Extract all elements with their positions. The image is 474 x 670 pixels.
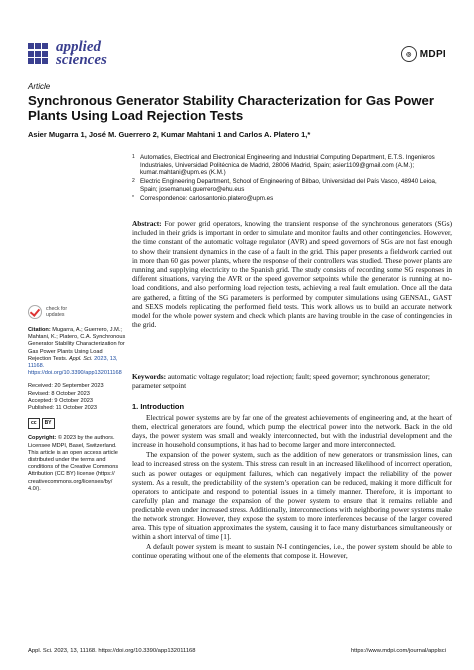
check-updates-line2: updates xyxy=(46,312,65,318)
paper-title: Synchronous Generator Stability Characterization for Gas Power Plants Using Load Rejection Tests xyxy=(28,93,434,123)
publisher-name: MDPI xyxy=(419,48,446,60)
section-heading: 1. Introduction xyxy=(132,402,185,411)
check-for-updates-button[interactable] xyxy=(28,305,126,319)
footer-journal-link[interactable]: https://www.mdpi.com/journal/applsci xyxy=(350,648,446,654)
affiliation-text: Electric Engineering Department, School of Engineering of Bilbao, Universidad del País Vasco, 48940 Leioa, Spain; josemanuel.guerrero@ehu.eus xyxy=(140,178,437,193)
copyright-label: Copyright: xyxy=(28,435,57,442)
affiliation-number: 1 xyxy=(132,154,135,160)
keywords-text: automatic voltage regulator; load rejection; fault; speed governor; synchronous generator; parameter setpoint xyxy=(132,372,430,391)
cc-license-badge[interactable] xyxy=(28,418,126,429)
copyright-block xyxy=(28,435,126,493)
journal-logo-icon xyxy=(28,43,50,65)
article-sidebar xyxy=(28,305,126,499)
paragraph: The expansion of the power system, such as the addition of new generators or transmission lines, can lead to increased stress on the system. This stress can result in an increased likelihood of incorrect operation, such as power outages or equipment failures, which can negatively impact the reliability of the power system. As a result, the predictability of the system’s operation can be reduced, making it more difficult for operators to anticipate and respond to potential issues in a timely manner. Therefore, it is important to carefully plan and manage the expansion of the power system to ensure that it remains reliable and predictable even under increased stress. Additionally, interconnections with neighboring power systems make the network stronger. However, they expose the system to more interferences because of the larger covered area. This type of situation approximates the system, causing it to face many disturbances simultaneously or within a short interval of time [1]. xyxy=(132,450,452,542)
journal-name-line1: applied xyxy=(56,39,101,55)
publisher-logo[interactable] xyxy=(401,46,446,62)
keywords xyxy=(132,372,452,390)
article-type: Article xyxy=(28,82,51,91)
page-footer xyxy=(28,648,446,654)
introduction-body xyxy=(132,413,452,562)
citation-label: Citation: xyxy=(28,327,51,333)
citation-journal: Appl. Sci. xyxy=(68,355,93,362)
keywords-label: Keywords: xyxy=(132,372,167,381)
citation-block xyxy=(28,327,126,377)
mdpi-circle-icon: ◎ xyxy=(401,46,417,62)
paragraph: Electrical power systems are by far one of the greatest achievements of engineering and, at the heart of them, electrical generators are found, which pump the electrical power into the network. Back in the old days, the power system was small and weakly interconnected, but with the industrial development and the increase in household consumptions, it has had to become larger and more interconnected. xyxy=(132,413,452,450)
copyright-text: © 2023 by the authors. Licensee MDPI, Basel, Switzerland. This article is an open access article distributed under the terms and conditions of the Creative Commons Attribution (CC BY) license (https:// creativecommons.org/licenses/by/ 4.0/). xyxy=(28,435,119,492)
abstract-text: For power grid operators, knowing the transient response of the synchronous generators (SGs) included in their grids is important in order to simulate and monitor faults and other contingencies. However, the time constant of the automatic voltage regulator (AVR) and speed governors of SGs are not fast enough to show their transient dynamics in the case of a fault in the grid. This paper presents a fieldwork carried out in more than 60 gas power plants, where the response of their controllers was studied. These power plants are running and supplying electricity to the Spanish grid. The study consists of recording some SG responses in different situations, varying the AVR or the speed governor setpoints while the generator is running at no-load conditions, and also performing load rejection tests, achieving a real fault emulation. Once all the data are gathered, a fitting of the SG parameters is performed by computer simulations using GENSAL, GAST and SEXS models replicating the performed field tests. This work allows us to build an accurate network model for the whole power system and check which plants are having trouble in the case of contingencies in the grid. xyxy=(132,219,452,330)
paragraph: A default power system is meant to sustain N-I contingencies, i.e., the power system should be able to continue operating without one of the elements that compose it. However, xyxy=(132,542,452,561)
check-updates-line1: check for xyxy=(46,306,68,312)
affiliation-number: 2 xyxy=(132,178,135,185)
abstract-label: Abstract: xyxy=(132,219,162,228)
correspondence xyxy=(132,195,454,203)
revised-date: Revised: 8 October 2023 xyxy=(28,390,90,397)
published-date: Published: 11 October 2023 xyxy=(28,405,97,412)
dates-block xyxy=(28,383,126,412)
by-icon: BY xyxy=(42,418,55,429)
accepted-date: Accepted: 9 October 2023 xyxy=(28,397,93,404)
affiliation-2 xyxy=(132,178,454,193)
journal-name-line2: sciences xyxy=(56,52,107,68)
journal-logo[interactable] xyxy=(28,38,138,70)
citation-text: Mugarra, A.; Guerrero, J.M.; Mahtani, K.; Platero, C.A. Synchronous Generator Stability Characterization for Gas Power Plants Using Load Rejection Tests. xyxy=(28,327,126,362)
affiliations xyxy=(132,154,454,204)
abstract xyxy=(132,219,452,329)
affiliation-text: Correspondence: carlosantonio.platero@upm.es xyxy=(140,194,274,202)
cc-icon: cc xyxy=(28,418,40,429)
affiliation-text: Automatics, Electrical and Electronical Engineering and Industrial Computing Department, E.T.S. Ingenieros Industriales, Universidad Politécnica de Madrid, 28006 Madrid, Spain; asier1109@gmail.com (A.M.); kumar.mahtani@upm.es (K.M.) xyxy=(140,154,435,177)
check-updates-icon xyxy=(28,305,42,319)
affiliation-1 xyxy=(132,154,454,177)
received-date: Received: 20 September 2023 xyxy=(28,383,104,390)
author-list: Asier Mugarra 1, José M. Guerrero 2, Kumar Mahtani 1 and Carlos A. Platero 1,* xyxy=(28,130,311,139)
citation-doi-link[interactable]: 2023, 13, 11168. https://doi.org/10.3390/app132011168 xyxy=(28,355,122,377)
footer-citation[interactable]: Appl. Sci. 2023, 13, 11168. https://doi.org/10.3390/app132011168 xyxy=(28,648,196,654)
affiliation-number: * xyxy=(132,194,134,201)
